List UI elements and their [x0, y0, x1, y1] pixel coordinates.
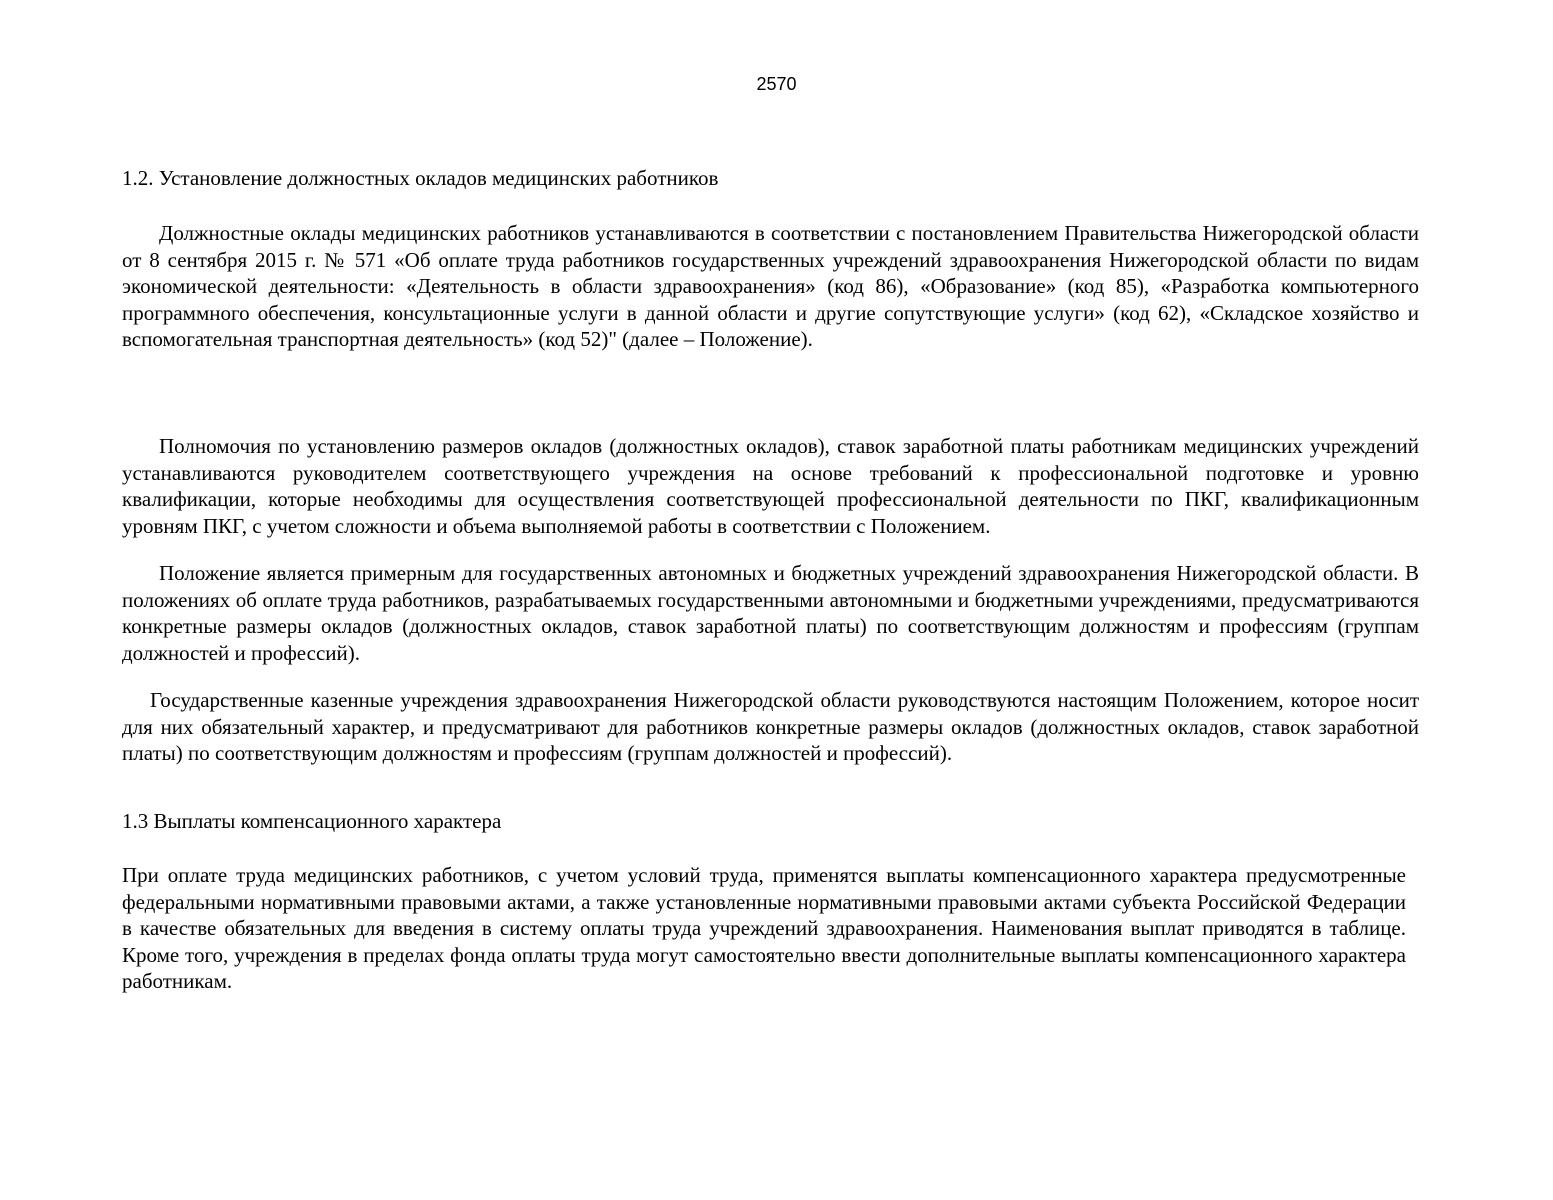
page-number: 2570: [756, 74, 797, 94]
paragraph-salaries-basis: Должностные оклады медицинских работников устанавливаются в соответствии с постановлением Правительства Нижегородской области от 8 сентября 2015 г. № 571 «Об оплате труда работников государственных учреждений здравоохранения Нижегородской области по видам экономической деятельности: «Деятельность в области здравоохранения» (код 86), «Образование» (код 85), «Разработка компьютерного программного обеспечения, консультационные услуги в данной области и другие сопутствующие услуги» (код 62), «Складское хозяйство и вспомогательная транспортная деятельность» (код 52)" (далее – Положение).: [122, 221, 1419, 351]
paragraph-powers: Полномочия по установлению размеров окладов (должностных окладов), ставок заработной платы работникам медицинских учреждений устанавливаются руководителем соответствующего учреждения на основе требований к профессиональной подготовке и уровню квалификации, которые необходимы для осуществления соответствующей профессиональной деятельности по ПКГ, квалификационным уровням ПКГ, с учетом сложности и объема выполняемой работы в соответствии с Положением.: [122, 434, 1419, 538]
section-heading-1-3: 1.3 Выплаты компенсационного характера: [122, 809, 502, 833]
paragraph-state-institutions: Государственные казенные учреждения здравоохранения Нижегородской области руководствуются настоящим Положением, которое носит для них обязательный характер, и предусматривают для работников конкретные размеры окладов (должностных окладов, ставок заработной платы) по соответствующим должностям и профессиям (группам должностей и профессий).: [122, 688, 1419, 765]
paragraph-compensation-payments: При оплате труда медицинских работников, с учетом условий труда, применятся выплаты компенсационного характера предусмотренные федеральными нормативными правовыми актами, а также установленные нормативными правовыми актами субъекта Российской Федерации в качестве обязательных для введения в систему оплаты труда учреждений здравоохранения. Наименования выплат приводятся в таблице. Кроме того, учреждения в пределах фонда оплаты труда могут самостоятельно ввести дополнительные выплаты компенсационного характера работникам.: [122, 863, 1406, 993]
section-heading-1-2: 1.2. Установление должностных окладов медицинских работников: [122, 166, 719, 190]
paragraph-regulation-exemplary: Положение является примерным для государственных автономных и бюджетных учреждений здравоохранения Нижегородской области. В положениях об оплате труда работников, разрабатываемых государственными автономными и бюджетными учреждениями, предусматриваются конкретные размеры окладов (должностных окладов, ставок заработной платы) по соответствующим должностям и профессиям (группам должностей и профессий).: [122, 561, 1419, 665]
